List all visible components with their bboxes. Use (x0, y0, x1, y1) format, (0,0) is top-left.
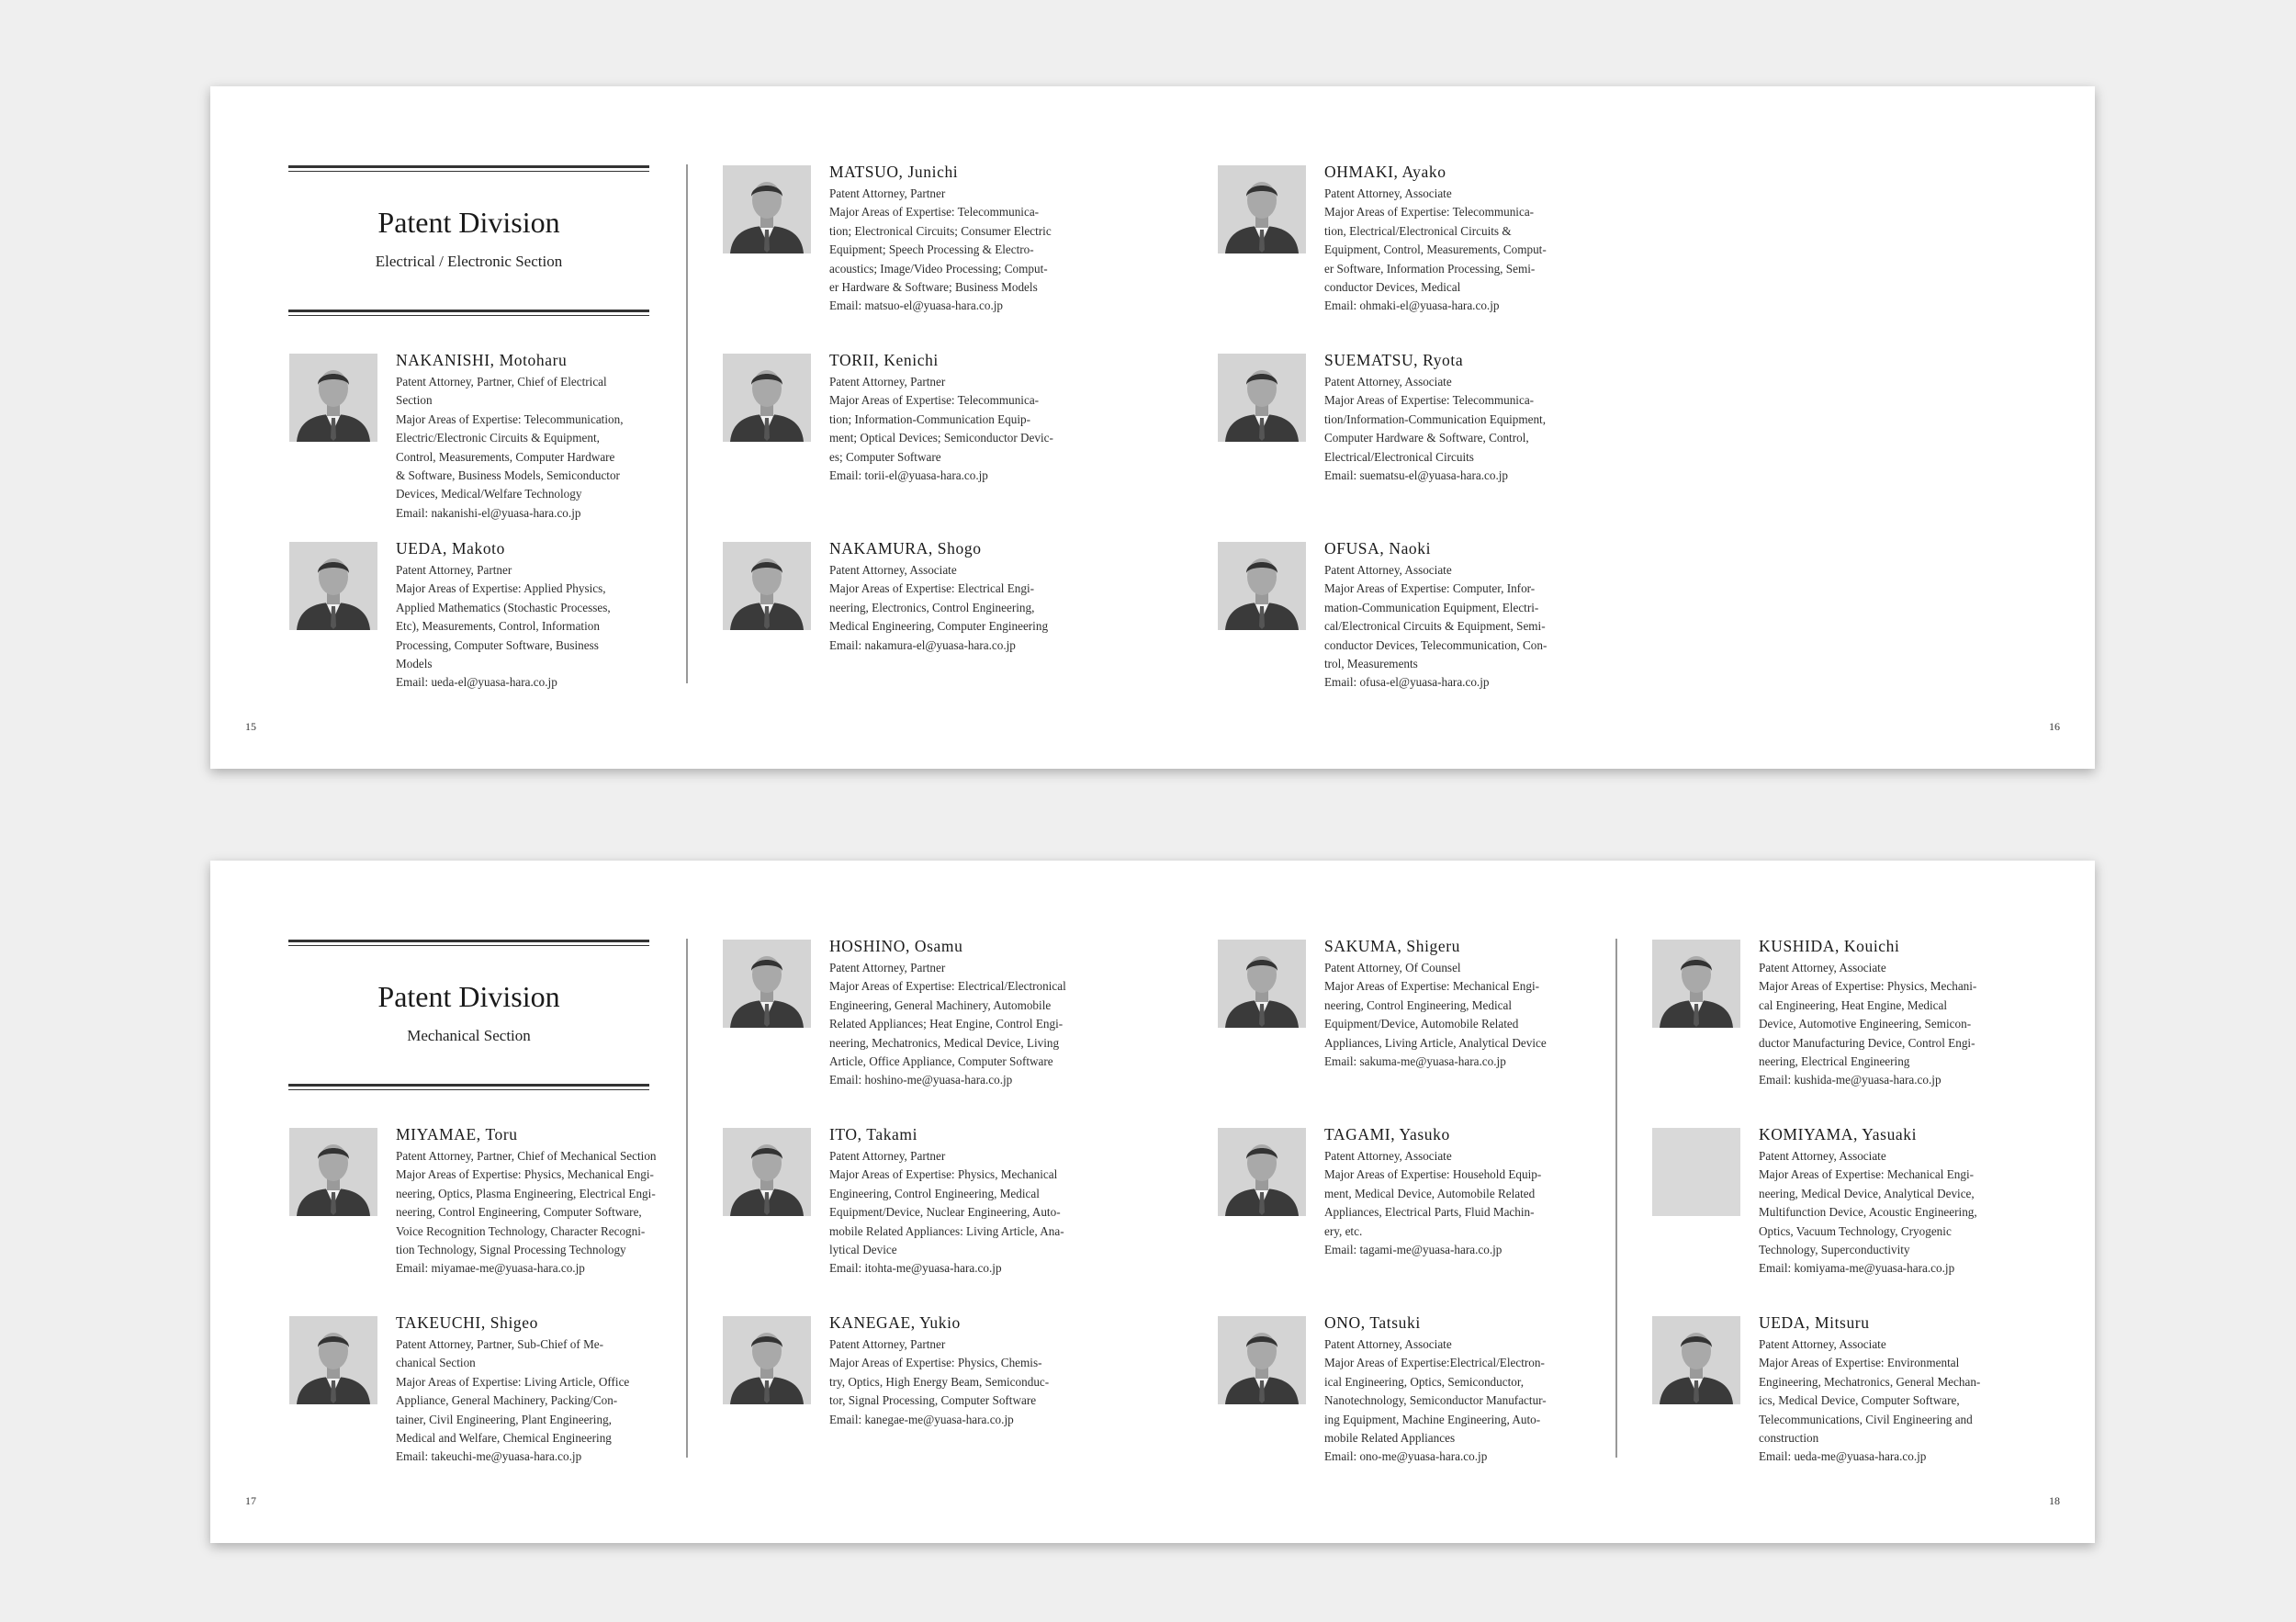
staff-detail-line: Etc), Measurements, Control, Information (396, 619, 600, 634)
staff-photo (1218, 1128, 1306, 1216)
staff-detail-line: Equipment/Device, Automobile Related (1324, 1017, 1519, 1031)
staff-info (829, 351, 1105, 485)
staff-name: HOSHINO, Osamu (829, 937, 963, 955)
staff-detail-line: Patent Attorney, Partner (829, 186, 946, 200)
staff-detail-line: Applied Mathematics (Stochastic Processes, (396, 600, 611, 614)
staff-detail-line: Patent Attorney, Associate (1759, 1337, 1886, 1351)
staff-photo (289, 1316, 377, 1404)
staff-detail-line: Major Areas of Expertise: Physics, Mechani- (1759, 979, 1977, 994)
staff-email: Email: ohmaki-el@yuasa-hara.co.jp (1324, 298, 1500, 313)
staff-photo (1218, 1316, 1306, 1404)
staff-email: Email: ueda-me@yuasa-hara.co.jp (1759, 1449, 1927, 1464)
staff-name: OHMAKI, Ayako (1324, 163, 1446, 181)
staff-name: MATSUO, Junichi (829, 163, 959, 181)
staff-detail-line: ment; Optical Devices; Semiconductor Devic- (829, 431, 1053, 445)
staff-info (1759, 1313, 2034, 1467)
staff-detail-line: Major Areas of Expertise: Physics, Mechanical Engi- (396, 1167, 654, 1182)
staff-name: TAKEUCHI, Shigeo (396, 1313, 538, 1332)
staff-photo (723, 1128, 811, 1216)
staff-detail-line: Major Areas of Expertise: Living Article, Office (396, 1374, 630, 1389)
staff-detail-line: Major Areas of Expertise: Physics, Chemis- (829, 1356, 1042, 1370)
staff-photo (289, 1128, 377, 1216)
staff-detail-line: tion Technology, Signal Processing Technology (396, 1243, 626, 1257)
staff-photo (1218, 165, 1306, 253)
staff-name: KUSHIDA, Kouichi (1759, 937, 1900, 955)
staff-detail-line: trol, Measurements (1324, 657, 1418, 671)
staff-info (829, 539, 1105, 655)
staff-email: Email: komiyama-me@yuasa-hara.co.jp (1759, 1261, 1955, 1276)
brochure-spread-pages-17-18 (210, 861, 2095, 1543)
staff-info (1759, 937, 2034, 1090)
staff-detail-line: Major Areas of Expertise: Telecommunica- (829, 393, 1040, 408)
staff-detail-line: Patent Attorney, Partner (829, 961, 946, 974)
staff-info (396, 1313, 671, 1467)
staff-detail-line: Patent Attorney, Partner (829, 1149, 946, 1163)
staff-detail-line: neering, Electrical Engineering (1759, 1054, 1910, 1069)
staff-detail-line: Control, Measurements, Computer Hardware (396, 449, 615, 464)
staff-photo (723, 354, 811, 442)
staff-email: Email: nakamura-el@yuasa-hara.co.jp (829, 637, 1016, 652)
staff-name: MIYAMAE, Toru (396, 1125, 518, 1143)
staff-detail-line: Major Areas of Expertise: Household Equip- (1324, 1167, 1542, 1182)
staff-info (396, 1125, 671, 1278)
division-heading (288, 165, 649, 316)
staff-email: Email: kushida-me@yuasa-hara.co.jp (1759, 1073, 1941, 1087)
staff-detail-line: Medical and Welfare, Chemical Engineering (396, 1431, 612, 1446)
staff-name: TORII, Kenichi (829, 351, 939, 369)
staff-detail-line: Equipment, Control, Measurements, Comput- (1324, 242, 1547, 257)
staff-detail-line: Patent Attorney, Associate (1324, 375, 1452, 389)
staff-detail-line: Multifunction Device, Acoustic Engineering, (1759, 1205, 1977, 1220)
staff-detail-line: Processing, Computer Software, Business (396, 637, 599, 652)
staff-photo (723, 165, 811, 253)
staff-detail-line: Patent Attorney, Partner, Chief of Electrical (396, 375, 607, 389)
staff-detail-line: Engineering, General Machinery, Automobile (829, 997, 1052, 1012)
staff-photo (1218, 354, 1306, 442)
staff-detail-line: chanical Section (396, 1356, 476, 1370)
staff-detail-line: Appliance, General Machinery, Packing/Con- (396, 1393, 618, 1408)
page-number-right: 16 (2049, 720, 2060, 733)
page-number-left: 15 (245, 720, 256, 733)
staff-detail-line: Patent Attorney, Associate (829, 563, 957, 577)
staff-email: Email: takeuchi-me@yuasa-hara.co.jp (396, 1449, 582, 1464)
staff-detail-line: Optics, Vacuum Technology, Cryogenic (1759, 1223, 1952, 1238)
staff-detail-line: Major Areas of Expertise: Physics, Mechanical (829, 1167, 1058, 1182)
staff-detail-line: construction (1759, 1431, 1819, 1446)
staff-info (1324, 937, 1600, 1071)
staff-email: Email: ofusa-el@yuasa-hara.co.jp (1324, 675, 1490, 690)
staff-detail-line: Patent Attorney, Associate (1324, 563, 1452, 577)
heading-top-rule (288, 165, 649, 172)
staff-email: Email: matsuo-el@yuasa-hara.co.jp (829, 298, 1004, 313)
staff-detail-line: mobile Related Appliances: Living Article, Ana- (829, 1223, 1064, 1238)
staff-detail-line: Major Areas of Expertise: Telecommunica- (1324, 205, 1535, 220)
staff-detail-line: cal Engineering, Heat Engine, Medical (1759, 997, 1948, 1012)
staff-info (1324, 163, 1600, 316)
heading-top-rule (288, 940, 649, 946)
staff-detail-line: Related Appliances; Heat Engine, Control Engi- (829, 1017, 1064, 1031)
staff-detail-line: tor, Signal Processing, Computer Software (829, 1393, 1037, 1408)
staff-detail-line: er Hardware & Software; Business Models (829, 280, 1038, 295)
staff-detail-line: Major Areas of Expertise:Electrical/Electron- (1324, 1356, 1545, 1370)
staff-detail-line: Equipment; Speech Processing & Electro- (829, 242, 1034, 257)
staff-detail-line: Appliances, Living Article, Analytical Device (1324, 1035, 1547, 1050)
staff-detail-line: Section (396, 393, 433, 408)
section-subtitle: Mechanical Section (407, 1027, 531, 1044)
page-number-left: 17 (245, 1494, 256, 1507)
staff-detail-line: Major Areas of Expertise: Applied Physics, (396, 581, 606, 596)
staff-email: Email: ueda-el@yuasa-hara.co.jp (396, 675, 557, 690)
staff-detail-line: Major Areas of Expertise: Electrical Engi- (829, 581, 1035, 596)
staff-photo (1218, 542, 1306, 630)
staff-info (396, 539, 671, 693)
staff-detail-line: Patent Attorney, Partner, Sub-Chief of Me- (396, 1337, 604, 1351)
staff-info (1324, 351, 1600, 485)
staff-detail-line: conductor Devices, Telecommunication, Con- (1324, 637, 1548, 652)
heading-bottom-rule (288, 310, 649, 316)
staff-email: Email: kanegae-me@yuasa-hara.co.jp (829, 1412, 1014, 1426)
staff-detail-line: Patent Attorney, Partner (829, 375, 946, 389)
staff-detail-line: es; Computer Software (829, 449, 941, 464)
staff-name: OFUSA, Naoki (1324, 539, 1432, 558)
staff-photo (723, 542, 811, 630)
staff-detail-line: Medical Engineering, Computer Engineering (829, 619, 1049, 634)
staff-detail-line: Major Areas of Expertise: Telecommunication, (396, 411, 624, 426)
division-title: Patent Division (377, 206, 560, 239)
staff-detail-line: Patent Attorney, Partner (829, 1337, 946, 1351)
staff-detail-line: neering, Optics, Plasma Engineering, Electrical Engi- (396, 1186, 656, 1200)
staff-detail-line: Article, Office Appliance, Computer Software (829, 1054, 1053, 1069)
staff-photo (1652, 1128, 1740, 1216)
column-divider (686, 164, 688, 683)
staff-detail-line: Patent Attorney, Associate (1324, 1337, 1452, 1351)
staff-detail-line: ical Engineering, Optics, Semiconductor, (1324, 1374, 1525, 1389)
staff-detail-line: mobile Related Appliances (1324, 1431, 1456, 1446)
staff-name: ONO, Tatsuki (1324, 1313, 1421, 1332)
staff-info (1324, 1313, 1600, 1467)
staff-detail-line: Major Areas of Expertise: Mechanical Engi- (1759, 1167, 1974, 1182)
staff-detail-line: Computer Hardware & Software, Control, (1324, 431, 1529, 445)
staff-detail-line: Voice Recognition Technology, Character Recogni- (396, 1223, 646, 1238)
staff-photo (723, 940, 811, 1028)
staff-email: Email: sakuma-me@yuasa-hara.co.jp (1324, 1054, 1506, 1069)
staff-email: Email: suematsu-el@yuasa-hara.co.jp (1324, 468, 1508, 483)
brochure-spread-pages-15-16 (210, 86, 2095, 769)
staff-name: KOMIYAMA, Yasuaki (1759, 1125, 1918, 1143)
staff-photo (289, 542, 377, 630)
staff-photo (1652, 1316, 1740, 1404)
staff-detail-line: Telecommunications, Civil Engineering and (1759, 1412, 1973, 1426)
staff-detail-line: Patent Attorney, Partner (396, 563, 512, 577)
staff-detail-line: Major Areas of Expertise: Environmental (1759, 1356, 1960, 1370)
staff-name: ITO, Takami (829, 1125, 918, 1143)
staff-email: Email: torii-el@yuasa-hara.co.jp (829, 468, 988, 483)
staff-detail-line: Patent Attorney, Associate (1324, 186, 1452, 200)
staff-detail-line: Major Areas of Expertise: Mechanical Engi- (1324, 979, 1539, 994)
staff-detail-line: Technology, Superconductivity (1759, 1243, 1910, 1257)
staff-detail-line: neering, Mechatronics, Medical Device, Living (829, 1035, 1060, 1050)
staff-detail-line: ery, etc. (1324, 1223, 1363, 1238)
staff-email: Email: ono-me@yuasa-hara.co.jp (1324, 1449, 1488, 1464)
staff-detail-line: ductor Manufacturing Device, Control Engi- (1759, 1035, 1975, 1050)
staff-detail-line: Patent Attorney, Associate (1324, 1149, 1452, 1163)
staff-name: KANEGAE, Yukio (829, 1313, 961, 1332)
staff-detail-line: & Software, Business Models, Semiconductor (396, 468, 620, 483)
column-divider (1615, 939, 1617, 1458)
staff-detail-line: tion, Electrical/Electronical Circuits & (1324, 223, 1512, 238)
staff-photo (289, 354, 377, 442)
staff-email: Email: itohta-me@yuasa-hara.co.jp (829, 1261, 1002, 1276)
staff-info (829, 163, 1105, 316)
staff-detail-line: neering, Control Engineering, Computer Software, (396, 1205, 642, 1220)
staff-name: SUEMATSU, Ryota (1324, 351, 1464, 369)
staff-detail-line: Devices, Medical/Welfare Technology (396, 487, 582, 501)
staff-detail-line: Patent Attorney, Of Counsel (1324, 961, 1461, 974)
staff-detail-line: Engineering, Control Engineering, Medical (829, 1186, 1040, 1200)
staff-photo (723, 1316, 811, 1404)
staff-name: UEDA, Mitsuru (1759, 1313, 1870, 1332)
staff-detail-line: Major Areas of Expertise: Telecommunica- (829, 205, 1040, 220)
staff-name: NAKANISHI, Motoharu (396, 351, 568, 369)
staff-detail-line: Appliances, Electrical Parts, Fluid Machin- (1324, 1205, 1535, 1220)
staff-detail-line: tion; Information-Communication Equip- (829, 411, 1031, 426)
staff-email: Email: tagami-me@yuasa-hara.co.jp (1324, 1243, 1503, 1257)
staff-detail-line: cal/Electronical Circuits & Equipment, Semi- (1324, 619, 1546, 634)
staff-detail-line: neering, Control Engineering, Medical (1324, 997, 1512, 1012)
staff-name: NAKAMURA, Shogo (829, 539, 982, 558)
staff-detail-line: Models (396, 657, 433, 671)
staff-detail-line: Electrical/Electronical Circuits (1324, 449, 1474, 464)
staff-name: TAGAMI, Yasuko (1324, 1125, 1450, 1143)
staff-name: UEDA, Makoto (396, 539, 505, 558)
staff-detail-line: neering, Electronics, Control Engineering, (829, 600, 1035, 614)
staff-detail-line: Engineering, Mechatronics, General Mechan- (1759, 1374, 1981, 1389)
division-heading (288, 940, 649, 1090)
staff-info (396, 351, 671, 523)
staff-detail-line: tion; Electronical Circuits; Consumer Electric (829, 223, 1052, 238)
staff-info (829, 1313, 1105, 1429)
staff-detail-line: Major Areas of Expertise: Computer, Infor- (1324, 581, 1536, 596)
staff-detail-line: Equipment/Device, Nuclear Engineering, Auto- (829, 1205, 1061, 1220)
staff-email: Email: hoshino-me@yuasa-hara.co.jp (829, 1073, 1013, 1087)
staff-detail-line: ics, Medical Device, Computer Software, (1759, 1393, 1960, 1408)
staff-detail-line: Electric/Electronic Circuits & Equipment, (396, 431, 600, 445)
staff-detail-line: tainer, Civil Engineering, Plant Engineering, (396, 1412, 612, 1426)
staff-detail-line: Major Areas of Expertise: Telecommunica- (1324, 393, 1535, 408)
staff-email: Email: miyamae-me@yuasa-hara.co.jp (396, 1261, 585, 1276)
staff-info (1759, 1125, 2034, 1278)
staff-detail-line: Patent Attorney, Associate (1759, 1149, 1886, 1163)
division-title: Patent Division (377, 980, 560, 1013)
heading-bottom-rule (288, 1084, 649, 1090)
staff-detail-line: tion/Information-Communication Equipment, (1324, 411, 1547, 426)
staff-detail-line: lytical Device (829, 1243, 897, 1257)
staff-detail-line: neering, Medical Device, Analytical Device, (1759, 1186, 1975, 1200)
staff-detail-line: Patent Attorney, Partner, Chief of Mechanical Section (396, 1149, 657, 1163)
staff-detail-line: Nanotechnology, Semiconductor Manufactur- (1324, 1393, 1547, 1408)
staff-detail-line: mation-Communication Equipment, Electri- (1324, 600, 1539, 614)
page-number-right: 18 (2049, 1494, 2060, 1507)
staff-detail-line: er Software, Information Processing, Semi- (1324, 261, 1536, 276)
staff-detail-line: conductor Devices, Medical (1324, 280, 1461, 295)
staff-detail-line: ing Equipment, Machine Engineering, Auto- (1324, 1412, 1541, 1426)
staff-info (829, 1125, 1105, 1278)
staff-photo (1218, 940, 1306, 1028)
staff-detail-line: ment, Medical Device, Automobile Related (1324, 1186, 1536, 1200)
staff-info (1324, 1125, 1600, 1259)
staff-email: Email: nakanishi-el@yuasa-hara.co.jp (396, 505, 581, 520)
staff-name: SAKUMA, Shigeru (1324, 937, 1461, 955)
staff-info (829, 937, 1105, 1090)
column-divider (686, 939, 688, 1458)
staff-detail-line: acoustics; Image/Video Processing; Comput- (829, 261, 1048, 276)
staff-detail-line: Major Areas of Expertise: Electrical/Electronical (829, 979, 1066, 994)
staff-detail-line: Device, Automotive Engineering, Semicon- (1759, 1017, 1972, 1031)
staff-detail-line: try, Optics, High Energy Beam, Semiconduc- (829, 1374, 1050, 1389)
staff-info (1324, 539, 1600, 693)
section-subtitle: Electrical / Electronic Section (375, 253, 563, 270)
staff-detail-line: Patent Attorney, Associate (1759, 961, 1886, 974)
staff-photo (1652, 940, 1740, 1028)
